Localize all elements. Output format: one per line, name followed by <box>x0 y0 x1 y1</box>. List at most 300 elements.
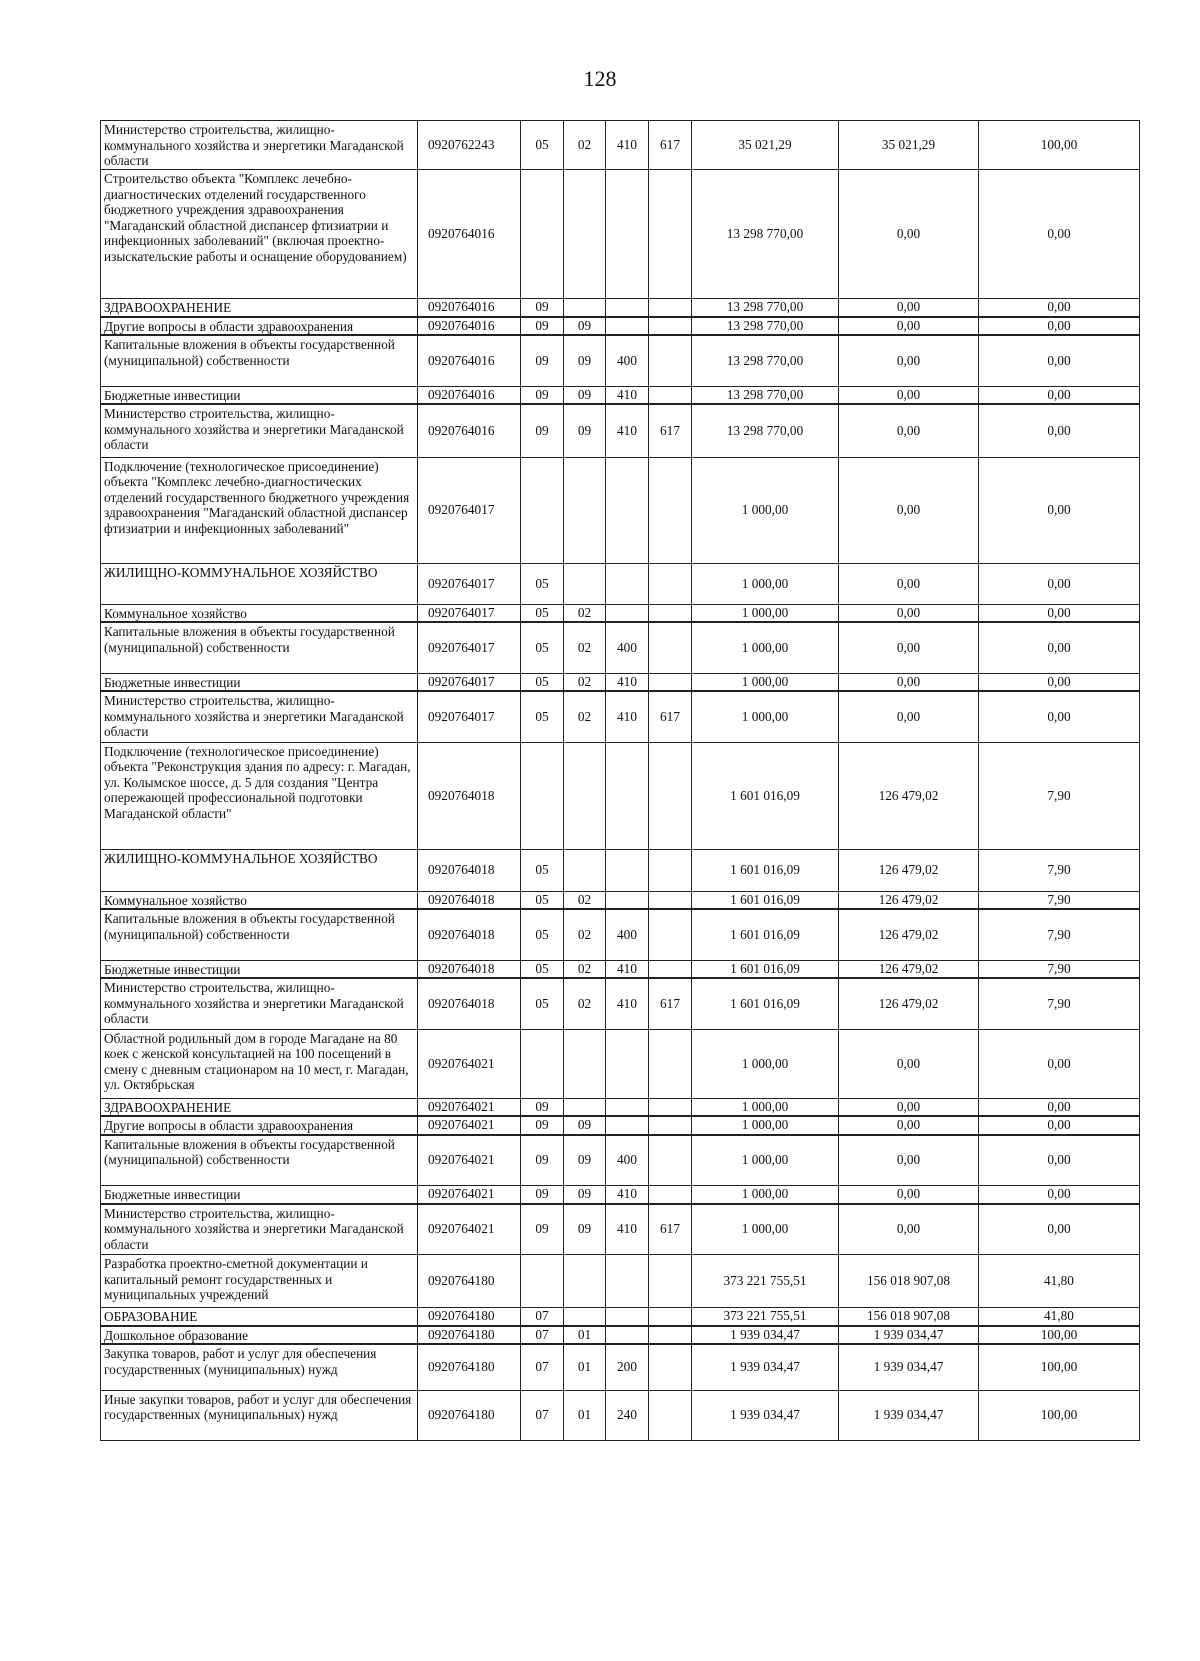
row-executed: 126 479,02 <box>839 849 979 891</box>
row-expense-type <box>606 1255 649 1308</box>
table-row <box>101 457 1140 563</box>
row-ministry-code <box>649 742 692 849</box>
row-executed: 0,00 <box>839 404 979 457</box>
row-expense-type <box>606 457 649 563</box>
row-planned: 1 000,00 <box>692 1186 839 1204</box>
row-ministry-code <box>649 1135 692 1186</box>
row-ministry-code <box>649 1029 692 1098</box>
row-percent: 0,00 <box>979 691 1140 742</box>
row-code: 0920764018 <box>418 849 521 891</box>
row-section: 05 <box>521 673 564 691</box>
row-ministry-code <box>649 170 692 299</box>
row-subsection: 02 <box>564 960 606 978</box>
row-code: 0920764016 <box>418 386 521 404</box>
row-planned: 1 601 016,09 <box>692 960 839 978</box>
row-subsection: 01 <box>564 1326 606 1345</box>
row-code: 0920764016 <box>418 317 521 336</box>
row-name: Разработка проектно-сметной документации и капитальный ремонт государственных и муниципальных учреждений <box>101 1255 418 1308</box>
row-section <box>521 457 564 563</box>
row-name: Капитальные вложения в объекты государственной (муниципальной) собственности <box>101 909 418 960</box>
row-planned: 1 000,00 <box>692 1029 839 1098</box>
row-name: Капитальные вложения в объекты государственной (муниципальной) собственности <box>101 622 418 673</box>
table-row <box>101 978 1140 1029</box>
row-executed: 126 479,02 <box>839 891 979 909</box>
row-subsection: 02 <box>564 622 606 673</box>
row-subsection <box>564 1308 606 1326</box>
row-planned: 1 000,00 <box>692 1135 839 1186</box>
row-planned: 1 000,00 <box>692 563 839 604</box>
row-executed: 0,00 <box>839 299 979 317</box>
row-code: 0920764017 <box>418 622 521 673</box>
row-executed: 0,00 <box>839 563 979 604</box>
row-section <box>521 742 564 849</box>
table-row <box>101 622 1140 673</box>
row-name: Подключение (технологическое присоединение) объекта "Реконструкция здания по адресу: г. Магадан, ул. Колымское шоссе, д. 5 для создания "Центра опережающей профессиональной подготовки Магаданской области" <box>101 742 418 849</box>
row-percent: 0,00 <box>979 563 1140 604</box>
row-section: 07 <box>521 1344 564 1390</box>
row-expense-type: 410 <box>606 1204 649 1255</box>
row-percent: 41,80 <box>979 1308 1140 1326</box>
row-percent: 7,90 <box>979 849 1140 891</box>
row-name: Строительство объекта "Комплекс лечебно-диагностических отделений государственного бюджетного учреждения здравоохранения "Магаданский областной диспансер фтизиатрии и инфекционных заболеваний" (включая проектно-изыскательские работы и оснащение оборудованием) <box>101 170 418 299</box>
table-row <box>101 1098 1140 1116</box>
row-section: 05 <box>521 622 564 673</box>
row-ministry-code <box>649 563 692 604</box>
row-ministry-code: 617 <box>649 691 692 742</box>
row-expense-type <box>606 1098 649 1116</box>
row-planned: 1 000,00 <box>692 604 839 622</box>
row-percent: 0,00 <box>979 170 1140 299</box>
row-executed: 0,00 <box>839 691 979 742</box>
row-subsection <box>564 742 606 849</box>
row-code: 0920764016 <box>418 404 521 457</box>
row-section: 09 <box>521 1098 564 1116</box>
row-code: 0920764180 <box>418 1390 521 1440</box>
row-executed: 1 939 034,47 <box>839 1390 979 1440</box>
row-expense-type <box>606 299 649 317</box>
row-expense-type <box>606 849 649 891</box>
table-row <box>101 691 1140 742</box>
row-planned: 1 000,00 <box>692 622 839 673</box>
row-code: 0920764180 <box>418 1255 521 1308</box>
row-ministry-code <box>649 1344 692 1390</box>
row-expense-type: 410 <box>606 960 649 978</box>
row-code: 0920764016 <box>418 299 521 317</box>
table-row <box>101 1344 1140 1390</box>
row-code: 0920764021 <box>418 1186 521 1204</box>
row-name: Министерство строительства, жилищно-коммунального хозяйства и энергетики Магаданской области <box>101 978 418 1029</box>
row-percent: 7,90 <box>979 742 1140 849</box>
row-executed: 0,00 <box>839 1098 979 1116</box>
row-subsection <box>564 849 606 891</box>
row-subsection: 02 <box>564 604 606 622</box>
row-section: 07 <box>521 1390 564 1440</box>
row-planned: 1 000,00 <box>692 1098 839 1116</box>
table-row <box>101 1029 1140 1098</box>
row-planned: 1 000,00 <box>692 1116 839 1135</box>
row-percent: 0,00 <box>979 386 1140 404</box>
row-name: Бюджетные инвестиции <box>101 673 418 691</box>
row-section: 07 <box>521 1308 564 1326</box>
row-name: ЗДРАВООХРАНЕНИЕ <box>101 299 418 317</box>
row-section: 09 <box>521 335 564 386</box>
row-percent: 0,00 <box>979 335 1140 386</box>
row-executed: 35 021,29 <box>839 121 979 170</box>
row-ministry-code <box>649 891 692 909</box>
row-percent: 100,00 <box>979 1390 1140 1440</box>
row-executed: 0,00 <box>839 170 979 299</box>
row-name: Другие вопросы в области здравоохранения <box>101 1116 418 1135</box>
row-name: ЗДРАВООХРАНЕНИЕ <box>101 1098 418 1116</box>
row-name: ОБРАЗОВАНИЕ <box>101 1308 418 1326</box>
row-name: Областной родильный дом в городе Магадане на 80 коек с женской консультацией на 100 посещений в смену с дневным стационаром на 10 мест, г. Магадан, ул. Октябрьская <box>101 1029 418 1098</box>
row-section: 09 <box>521 404 564 457</box>
row-percent: 7,90 <box>979 891 1140 909</box>
row-percent: 100,00 <box>979 1344 1140 1390</box>
row-executed: 0,00 <box>839 1116 979 1135</box>
row-code: 0920764017 <box>418 563 521 604</box>
row-name: Бюджетные инвестиции <box>101 960 418 978</box>
row-subsection: 09 <box>564 1135 606 1186</box>
row-ministry-code <box>649 1390 692 1440</box>
row-ministry-code <box>649 299 692 317</box>
row-subsection: 02 <box>564 691 606 742</box>
row-percent: 7,90 <box>979 960 1140 978</box>
row-name: Другие вопросы в области здравоохранения <box>101 317 418 336</box>
row-name: Бюджетные инвестиции <box>101 1186 418 1204</box>
row-planned: 1 601 016,09 <box>692 909 839 960</box>
row-subsection <box>564 1029 606 1098</box>
row-ministry-code <box>649 1326 692 1345</box>
row-ministry-code <box>649 1255 692 1308</box>
row-ministry-code <box>649 386 692 404</box>
table-row <box>101 891 1140 909</box>
row-section: 05 <box>521 563 564 604</box>
row-name: Закупка товаров, работ и услуг для обеспечения государственных (муниципальных) нужд <box>101 1344 418 1390</box>
row-executed: 0,00 <box>839 673 979 691</box>
row-subsection <box>564 1255 606 1308</box>
row-section: 09 <box>521 1116 564 1135</box>
row-subsection: 09 <box>564 1186 606 1204</box>
row-name: ЖИЛИЩНО-КОММУНАЛЬНОЕ ХОЗЯЙСТВО <box>101 849 418 891</box>
row-ministry-code: 617 <box>649 121 692 170</box>
row-subsection: 02 <box>564 891 606 909</box>
row-expense-type <box>606 1326 649 1345</box>
table-row <box>101 960 1140 978</box>
row-code: 0920764180 <box>418 1344 521 1390</box>
row-section: 09 <box>521 386 564 404</box>
row-subsection: 02 <box>564 673 606 691</box>
table-row <box>101 404 1140 457</box>
row-ministry-code <box>649 849 692 891</box>
table-row <box>101 1186 1140 1204</box>
row-planned: 1 601 016,09 <box>692 978 839 1029</box>
row-percent: 0,00 <box>979 317 1140 336</box>
row-planned: 13 298 770,00 <box>692 404 839 457</box>
row-expense-type: 410 <box>606 978 649 1029</box>
row-executed: 1 939 034,47 <box>839 1326 979 1345</box>
row-expense-type: 240 <box>606 1390 649 1440</box>
row-expense-type <box>606 1029 649 1098</box>
row-ministry-code <box>649 1186 692 1204</box>
table-row <box>101 1116 1140 1135</box>
row-executed: 0,00 <box>839 604 979 622</box>
row-name: Министерство строительства, жилищно-коммунального хозяйства и энергетики Магаданской области <box>101 404 418 457</box>
row-planned: 1 939 034,47 <box>692 1344 839 1390</box>
row-name: ЖИЛИЩНО-КОММУНАЛЬНОЕ ХОЗЯЙСТВО <box>101 563 418 604</box>
row-subsection: 02 <box>564 978 606 1029</box>
row-section: 09 <box>521 1186 564 1204</box>
row-code: 0920764016 <box>418 335 521 386</box>
row-code: 0920764021 <box>418 1116 521 1135</box>
row-subsection: 09 <box>564 386 606 404</box>
row-expense-type <box>606 742 649 849</box>
table-row <box>101 121 1140 170</box>
row-ministry-code <box>649 960 692 978</box>
row-percent: 0,00 <box>979 299 1140 317</box>
row-section: 09 <box>521 1135 564 1186</box>
row-code: 0920764017 <box>418 673 521 691</box>
row-name: Коммунальное хозяйство <box>101 891 418 909</box>
row-percent: 100,00 <box>979 121 1140 170</box>
row-section: 05 <box>521 849 564 891</box>
row-percent: 0,00 <box>979 604 1140 622</box>
row-subsection <box>564 170 606 299</box>
row-name: Иные закупки товаров, работ и услуг для обеспечения государственных (муниципальных) нужд <box>101 1390 418 1440</box>
row-percent: 7,90 <box>979 909 1140 960</box>
row-planned: 1 000,00 <box>692 457 839 563</box>
row-executed: 126 479,02 <box>839 909 979 960</box>
row-subsection <box>564 1098 606 1116</box>
row-percent: 0,00 <box>979 404 1140 457</box>
row-planned: 1 000,00 <box>692 673 839 691</box>
row-name: Дошкольное образование <box>101 1326 418 1345</box>
row-executed: 0,00 <box>839 1186 979 1204</box>
row-subsection: 09 <box>564 335 606 386</box>
table-row <box>101 335 1140 386</box>
row-ministry-code: 617 <box>649 1204 692 1255</box>
row-code: 0920764018 <box>418 891 521 909</box>
row-ministry-code <box>649 673 692 691</box>
row-expense-type: 400 <box>606 909 649 960</box>
row-subsection: 01 <box>564 1390 606 1440</box>
row-ministry-code <box>649 909 692 960</box>
row-section <box>521 1029 564 1098</box>
row-percent: 0,00 <box>979 1135 1140 1186</box>
row-section: 05 <box>521 691 564 742</box>
row-section: 09 <box>521 1204 564 1255</box>
row-section <box>521 170 564 299</box>
table-row <box>101 1135 1140 1186</box>
row-subsection <box>564 563 606 604</box>
row-ministry-code <box>649 1308 692 1326</box>
row-name: Министерство строительства, жилищно-коммунального хозяйства и энергетики Магаданской области <box>101 691 418 742</box>
row-subsection <box>564 299 606 317</box>
row-subsection: 02 <box>564 121 606 170</box>
row-executed: 0,00 <box>839 1029 979 1098</box>
row-name: Коммунальное хозяйство <box>101 604 418 622</box>
page-number: 128 <box>583 66 617 91</box>
row-executed: 126 479,02 <box>839 960 979 978</box>
row-ministry-code <box>649 335 692 386</box>
row-expense-type: 410 <box>606 1186 649 1204</box>
row-code: 0920764018 <box>418 978 521 1029</box>
row-section: 07 <box>521 1326 564 1345</box>
row-name: Министерство строительства, жилищно-коммунального хозяйства и энергетики Магаданской области <box>101 121 418 170</box>
row-planned: 1 601 016,09 <box>692 742 839 849</box>
row-section: 05 <box>521 604 564 622</box>
row-code: 0920764017 <box>418 457 521 563</box>
row-code: 0920764180 <box>418 1308 521 1326</box>
row-subsection: 09 <box>564 404 606 457</box>
table-row <box>101 1308 1140 1326</box>
row-ministry-code <box>649 1116 692 1135</box>
row-planned: 1 939 034,47 <box>692 1326 839 1345</box>
row-expense-type: 400 <box>606 622 649 673</box>
row-expense-type: 410 <box>606 673 649 691</box>
table-row <box>101 1390 1140 1440</box>
row-percent: 0,00 <box>979 1186 1140 1204</box>
row-planned: 13 298 770,00 <box>692 299 839 317</box>
row-section: 09 <box>521 317 564 336</box>
row-expense-type <box>606 170 649 299</box>
row-name: Бюджетные инвестиции <box>101 386 418 404</box>
row-name: Министерство строительства, жилищно-коммунального хозяйства и энергетики Магаданской области <box>101 1204 418 1255</box>
row-executed: 156 018 907,08 <box>839 1255 979 1308</box>
table-row <box>101 909 1140 960</box>
row-planned: 373 221 755,51 <box>692 1255 839 1308</box>
row-expense-type: 400 <box>606 1135 649 1186</box>
row-code: 0920764018 <box>418 960 521 978</box>
row-percent: 0,00 <box>979 457 1140 563</box>
row-expense-type <box>606 563 649 604</box>
row-planned: 373 221 755,51 <box>692 1308 839 1326</box>
row-code: 0920764021 <box>418 1029 521 1098</box>
row-executed: 1 939 034,47 <box>839 1344 979 1390</box>
table-row <box>101 742 1140 849</box>
row-planned: 1 000,00 <box>692 691 839 742</box>
table-row <box>101 299 1140 317</box>
row-name: Капитальные вложения в объекты государственной (муниципальной) собственности <box>101 335 418 386</box>
table-row <box>101 1326 1140 1345</box>
row-section <box>521 1255 564 1308</box>
row-planned: 13 298 770,00 <box>692 170 839 299</box>
row-executed: 126 479,02 <box>839 978 979 1029</box>
table-row <box>101 386 1140 404</box>
row-expense-type <box>606 604 649 622</box>
row-subsection: 02 <box>564 909 606 960</box>
table-row <box>101 1204 1140 1255</box>
row-section: 05 <box>521 891 564 909</box>
row-percent: 100,00 <box>979 1326 1140 1345</box>
row-code: 0920764021 <box>418 1098 521 1116</box>
row-planned: 1 601 016,09 <box>692 891 839 909</box>
row-executed: 0,00 <box>839 1135 979 1186</box>
row-subsection: 09 <box>564 1204 606 1255</box>
row-section: 05 <box>521 909 564 960</box>
row-ministry-code <box>649 1098 692 1116</box>
row-percent: 0,00 <box>979 1204 1140 1255</box>
row-planned: 1 601 016,09 <box>692 849 839 891</box>
row-planned: 1 000,00 <box>692 1204 839 1255</box>
row-ministry-code <box>649 457 692 563</box>
row-code: 0920764018 <box>418 909 521 960</box>
row-code: 0920764021 <box>418 1204 521 1255</box>
row-expense-type <box>606 891 649 909</box>
row-executed: 0,00 <box>839 317 979 336</box>
row-executed: 0,00 <box>839 622 979 673</box>
row-executed: 156 018 907,08 <box>839 1308 979 1326</box>
row-section: 09 <box>521 299 564 317</box>
row-percent: 0,00 <box>979 673 1140 691</box>
row-percent: 0,00 <box>979 1098 1140 1116</box>
row-subsection: 01 <box>564 1344 606 1390</box>
table-row <box>101 1255 1140 1308</box>
row-subsection: 09 <box>564 317 606 336</box>
row-expense-type: 410 <box>606 691 649 742</box>
row-expense-type: 410 <box>606 404 649 457</box>
row-executed: 0,00 <box>839 457 979 563</box>
row-expense-type: 410 <box>606 386 649 404</box>
row-subsection: 09 <box>564 1116 606 1135</box>
row-ministry-code <box>649 317 692 336</box>
table-body <box>101 121 1140 1441</box>
row-percent: 7,90 <box>979 978 1140 1029</box>
row-percent: 0,00 <box>979 622 1140 673</box>
row-code: 0920764016 <box>418 170 521 299</box>
row-expense-type <box>606 1308 649 1326</box>
row-ministry-code: 617 <box>649 404 692 457</box>
row-section: 05 <box>521 121 564 170</box>
row-planned: 1 939 034,47 <box>692 1390 839 1440</box>
table-row <box>101 563 1140 604</box>
row-ministry-code <box>649 622 692 673</box>
row-code: 0920764021 <box>418 1135 521 1186</box>
row-code: 0920764017 <box>418 691 521 742</box>
table-row <box>101 604 1140 622</box>
row-planned: 13 298 770,00 <box>692 317 839 336</box>
row-code: 0920764180 <box>418 1326 521 1345</box>
row-ministry-code: 617 <box>649 978 692 1029</box>
row-planned: 35 021,29 <box>692 121 839 170</box>
row-section: 05 <box>521 978 564 1029</box>
row-percent: 41,80 <box>979 1255 1140 1308</box>
row-planned: 13 298 770,00 <box>692 386 839 404</box>
row-executed: 0,00 <box>839 386 979 404</box>
row-executed: 0,00 <box>839 1204 979 1255</box>
row-executed: 126 479,02 <box>839 742 979 849</box>
row-name: Подключение (технологическое присоединение) объекта "Комплекс лечебно-диагностических отделений государственного бюджетного учреждения здравоохранения "Магаданский областной диспансер фтизиатрии и инфекционных заболеваний" <box>101 457 418 563</box>
row-percent: 0,00 <box>979 1029 1140 1098</box>
row-code: 0920764017 <box>418 604 521 622</box>
row-code: 0920764018 <box>418 742 521 849</box>
row-expense-type <box>606 1116 649 1135</box>
row-code: 0920762243 <box>418 121 521 170</box>
row-expense-type: 200 <box>606 1344 649 1390</box>
row-subsection <box>564 457 606 563</box>
table-row <box>101 170 1140 299</box>
row-ministry-code <box>649 604 692 622</box>
row-expense-type: 410 <box>606 121 649 170</box>
row-executed: 0,00 <box>839 335 979 386</box>
row-section: 05 <box>521 960 564 978</box>
row-percent: 0,00 <box>979 1116 1140 1135</box>
budget-table <box>100 120 1140 1441</box>
table-row <box>101 673 1140 691</box>
row-name: Капитальные вложения в объекты государственной (муниципальной) собственности <box>101 1135 418 1186</box>
row-expense-type <box>606 317 649 336</box>
row-planned: 13 298 770,00 <box>692 335 839 386</box>
